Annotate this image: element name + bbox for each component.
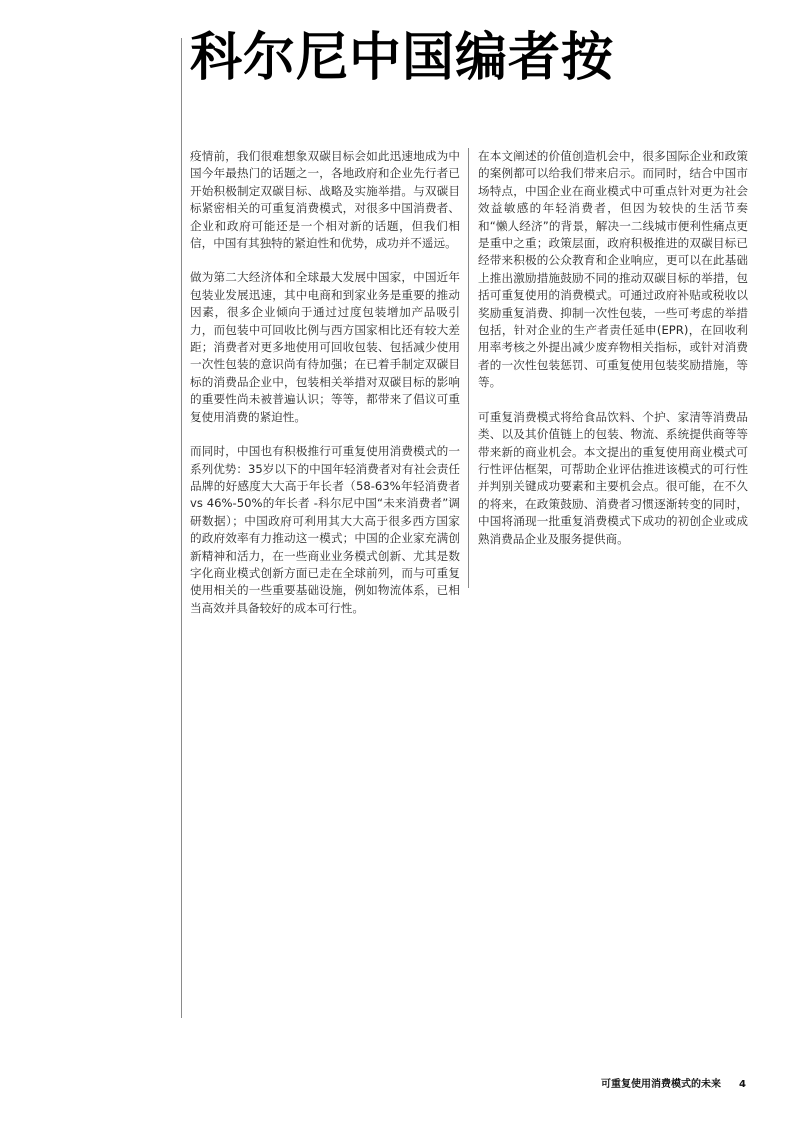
column-divider-line — [468, 148, 469, 588]
page-number: 4 — [739, 1079, 746, 1090]
page-footer — [601, 1075, 746, 1090]
paragraph: 做为第二大经济体和全球最大发展中国家，中国近年包装业发展迅速，其中电商和到家业务是重要的推动因素，很多企业倾向于通过过度包装增加产品吸引力，而包装中可回收比例与西方国家相比还有较大差距；消费者对更多地使用可回收包装、包括减少使用一次性包装的意识尚有待加强；在已着手制定双碳目标的消费品企业中，包装相关举措对双碳目标的影响的重要性尚未被普遍认识；等等，都带来了倡议可重复使用消费的紧迫性。 — [190, 270, 460, 424]
paragraph: 疫情前，我们很难想象双碳目标会如此迅速地成为中国今年最热门的话题之一，各地政府和企业先行者已开始积极制定双碳目标、战略及实施举措。与双碳目标紧密相关的可重复消费模式，对很多中国消费者、企业和政府可能还是一个相对新的话题，但我们相信，中国有其独特的紧迫性和优势，成功并不遥远。 — [190, 149, 460, 251]
left-divider-line — [181, 38, 182, 1018]
paragraph: 在本文阐述的价值创造机会中，很多国际企业和政策的案例都可以给我们带来启示。而同时，结合中国市场特点，中国企业在商业模式中可重点针对更为社会效益敏感的年轻消费者，但因为较快的生活节奏和“懒人经济”的背景，解决一二线城市便利性痛点更是重中之重；政策层面，政府积极推进的双碳目标已经带来积极的公众教育和企业响应，更可以在此基础上推出激励措施鼓励不同的推动双碳目标的举措，包括可重复使用的消费模式。可通过政府补贴或税收以奖励重复消费、抑制一次性包装，一些可考虑的举措包括，针对企业的生产者责任延申(EPR)，在回收利用率考核之外提出减少废弃物相关指标，或针对消费者的一次性包装惩罚、可重复使用包装奖励措施，等等。 — [478, 149, 748, 390]
footer-label: 可重复使用消费模式的未来 — [601, 1079, 722, 1090]
page-title: 科尔尼中国编者按 — [190, 28, 615, 88]
left-text-column — [190, 148, 460, 634]
paragraph: 而同时，中国也有积极推行可重复使用消费模式的一系列优势：35岁以下的中国年轻消费者对有社会责任品牌的好感度大大高于年长者（58-63%年轻消费者vs 46%-50%的年长者 -科尔尼中国“未来消费者”调研数据）；中国政府可利用其大大高于很多西方国家的政府效率有力推动这一模式；中国的企业家充满创新精神和活力，在一些商业业务模式创新、尤其是数字化商业模式创新方面已走在全球前列，而与可重复使用相关的一些重要基础设施，例如物流体系，已相当高效并具备较好的成本可行性。 — [190, 444, 460, 615]
right-text-column — [478, 148, 748, 565]
paragraph: 可重复消费模式将给食品饮料、个护、家清等消费品类、以及其价值链上的包装、物流、系统提供商等等带来新的商业机会。本文提出的重复使用商业模式可行性评估框架，可帮助企业评估推进该模式的可行性并判别关键成功要素和主要机会点。很可能，在不久的将来，在政策鼓励、消费者习惯逐渐转变的同时，中国将涌现一批重复消费模式下成功的初创企业或成熟消费品企业及服务提供商。 — [478, 409, 748, 546]
